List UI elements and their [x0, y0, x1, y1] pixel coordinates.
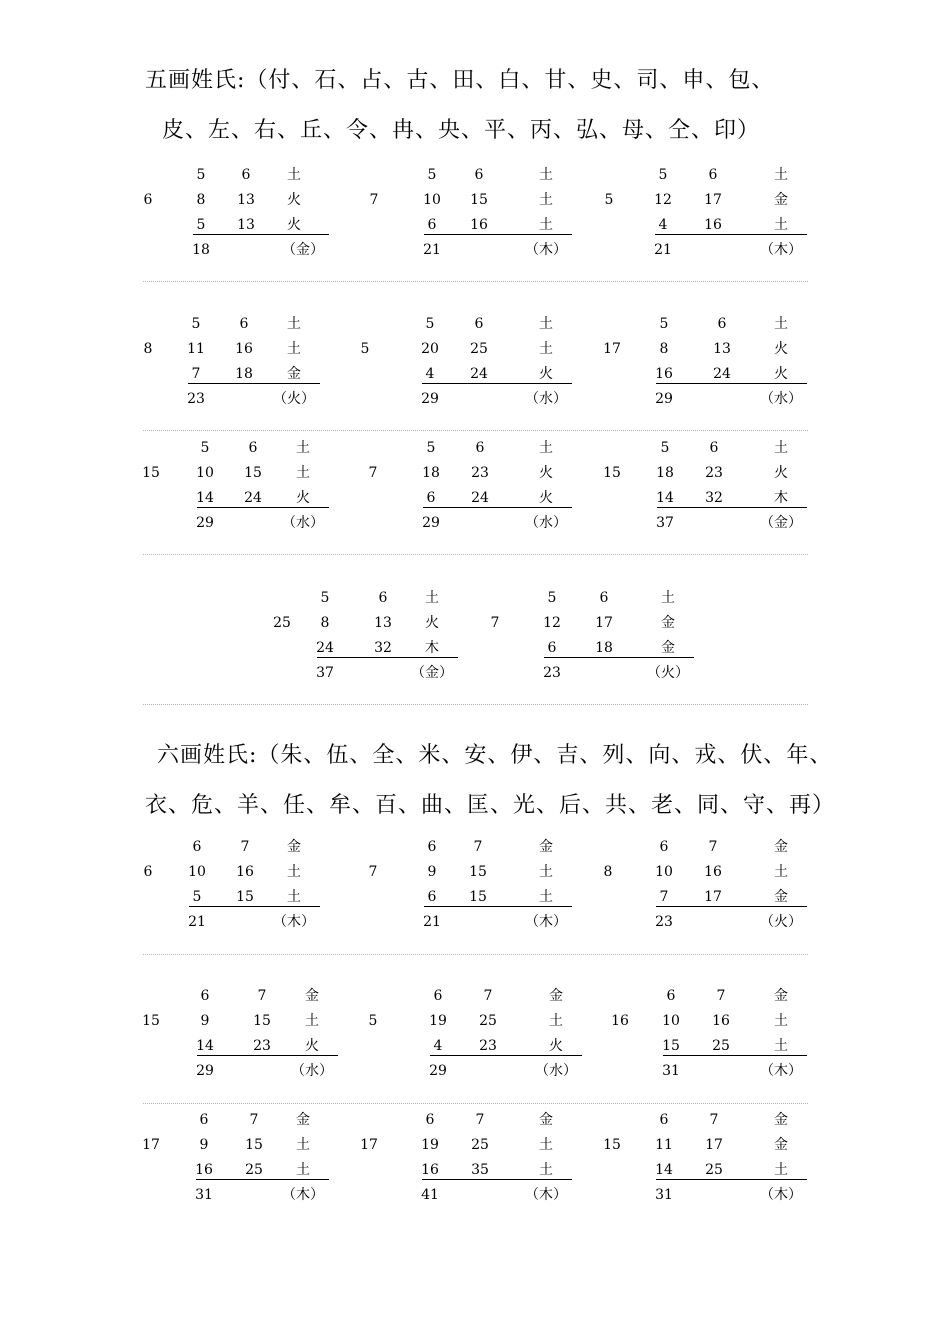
block-cell: 15	[469, 889, 487, 905]
block-cell: 9	[427, 864, 437, 880]
block-cell: 5	[200, 440, 210, 456]
block-cell: 4	[658, 217, 668, 233]
block-result: （木）	[760, 1063, 802, 1079]
block-element: 土	[296, 1137, 310, 1153]
block-cell: 9	[200, 1013, 210, 1029]
block-total: 21	[188, 914, 206, 930]
block-cell: 16	[235, 341, 253, 357]
block-cell: 16	[470, 217, 488, 233]
block-cell: 6	[474, 167, 484, 183]
block-cell: 6	[709, 440, 719, 456]
block-cell: 25	[479, 1013, 497, 1029]
block-result: （水）	[525, 391, 567, 407]
block-cell: 4	[425, 366, 435, 382]
block-element: 土	[296, 440, 310, 456]
block-cell: 6	[659, 839, 669, 855]
block-total: 29	[421, 391, 439, 407]
block-left-number: 5	[368, 1013, 378, 1029]
block-cell: 6	[425, 1112, 435, 1128]
block-result: （火）	[647, 665, 689, 681]
block-element: 土	[774, 864, 788, 880]
block-element: 土	[774, 167, 788, 183]
block-element: 金	[774, 192, 788, 208]
block-left-number: 6	[143, 864, 153, 880]
block-total: 37	[656, 515, 674, 531]
block-cell: 15	[236, 889, 254, 905]
heading-six-stroke-line2: 衣、危、羊、任、牟、百、曲、匡、光、后、共、老、同、守、再）	[145, 793, 836, 818]
block-element: 土	[287, 167, 301, 183]
block-underline	[423, 507, 572, 508]
block-left-number: 15	[142, 465, 160, 481]
separator	[143, 1103, 808, 1104]
block-result: （木）	[760, 1187, 802, 1203]
block-underline	[544, 657, 694, 658]
block-cell: 8	[659, 341, 669, 357]
block-cell: 5	[192, 889, 202, 905]
block-element: 金	[305, 988, 319, 1004]
block-left-number: 25	[273, 615, 291, 631]
block-result: （木）	[525, 914, 567, 930]
block-element: 土	[539, 1162, 553, 1178]
block-total: 21	[654, 242, 672, 258]
block-element: 火	[296, 490, 310, 506]
block-element: 土	[539, 889, 553, 905]
block-result: （水）	[525, 515, 567, 531]
block-result: （木）	[525, 242, 567, 258]
block-element: 木	[774, 490, 788, 506]
block-cell: 13	[237, 192, 255, 208]
block-total: 29	[422, 515, 440, 531]
block-cell: 14	[656, 490, 674, 506]
block-result: （水）	[291, 1063, 333, 1079]
block-cell: 6	[378, 590, 388, 606]
block-total: 41	[421, 1187, 439, 1203]
block-result: （木）	[525, 1187, 567, 1203]
block-cell: 8	[320, 615, 330, 631]
block-cell: 5	[320, 590, 330, 606]
block-result: （水）	[535, 1063, 577, 1079]
block-total: 31	[655, 1187, 673, 1203]
block-cell: 17	[704, 889, 722, 905]
block-underline	[424, 234, 572, 235]
block-underline	[663, 1055, 807, 1056]
block-underline	[197, 507, 329, 508]
block-cell: 14	[196, 1038, 214, 1054]
block-left-number: 15	[142, 1013, 160, 1029]
block-cell: 10	[188, 864, 206, 880]
block-cell: 17	[704, 192, 722, 208]
block-cell: 16	[704, 217, 722, 233]
block-total: 31	[195, 1187, 213, 1203]
block-result: （金）	[411, 665, 453, 681]
block-total: 21	[423, 914, 441, 930]
block-cell: 5	[425, 316, 435, 332]
block-cell: 32	[374, 640, 392, 656]
block-cell: 5	[427, 167, 437, 183]
block-underline	[197, 1055, 338, 1056]
block-result: （木）	[282, 1187, 324, 1203]
block-underline	[189, 906, 320, 907]
block-cell: 23	[705, 465, 723, 481]
block-result: （木）	[273, 914, 315, 930]
block-element: 土	[539, 217, 553, 233]
block-cell: 10	[662, 1013, 680, 1029]
block-element: 金	[774, 889, 788, 905]
block-element: 火	[774, 366, 788, 382]
block-cell: 7	[249, 1112, 259, 1128]
block-left-number: 7	[490, 615, 500, 631]
block-cell: 15	[253, 1013, 271, 1029]
block-cell: 18	[656, 465, 674, 481]
block-cell: 16	[655, 366, 673, 382]
block-cell: 6	[599, 590, 609, 606]
block-cell: 24	[713, 366, 731, 382]
block-cell: 15	[662, 1038, 680, 1054]
block-total: 29	[196, 515, 214, 531]
block-cell: 15	[245, 1137, 263, 1153]
block-element: 土	[287, 864, 301, 880]
block-underline	[424, 906, 572, 907]
block-element: 土	[287, 316, 301, 332]
block-cell: 10	[655, 864, 673, 880]
block-element: 火	[305, 1038, 319, 1054]
block-underline	[422, 1179, 572, 1180]
block-element: 金	[287, 839, 301, 855]
block-cell: 6	[717, 316, 727, 332]
block-cell: 5	[426, 440, 436, 456]
block-cell: 11	[187, 341, 205, 357]
block-cell: 10	[423, 192, 441, 208]
block-cell: 35	[471, 1162, 489, 1178]
block-underline	[430, 1055, 582, 1056]
block-result: （金）	[282, 242, 324, 258]
block-left-number: 8	[143, 341, 153, 357]
block-cell: 5	[660, 440, 670, 456]
block-cell: 25	[712, 1038, 730, 1054]
block-cell: 25	[470, 341, 488, 357]
block-cell: 17	[595, 615, 613, 631]
block-cell: 5	[659, 316, 669, 332]
block-element: 火	[774, 341, 788, 357]
block-cell: 32	[705, 490, 723, 506]
block-cell: 7	[473, 839, 483, 855]
block-cell: 9	[199, 1137, 209, 1153]
block-element: 金	[661, 640, 675, 656]
block-result: （木）	[760, 242, 802, 258]
separator	[143, 430, 808, 431]
block-cell: 6	[427, 839, 437, 855]
heading-five-stroke-line1: 五画姓氏:（付、石、占、古、田、白、甘、史、司、申、包、	[145, 68, 775, 93]
separator	[143, 704, 808, 705]
block-cell: 7	[257, 988, 267, 1004]
block-cell: 13	[237, 217, 255, 233]
block-cell: 16	[236, 864, 254, 880]
block-cell: 23	[471, 465, 489, 481]
block-element: 火	[539, 366, 553, 382]
block-cell: 6	[708, 167, 718, 183]
block-element: 金	[539, 839, 553, 855]
block-underline	[657, 507, 807, 508]
block-cell: 19	[429, 1013, 447, 1029]
block-cell: 13	[374, 615, 392, 631]
block-cell: 5	[191, 316, 201, 332]
block-total: 23	[543, 665, 561, 681]
heading-six-stroke-line1: 六画姓氏:（朱、伍、全、米、安、伊、吉、列、向、戎、伏、年、	[157, 743, 833, 768]
block-cell: 18	[595, 640, 613, 656]
block-total: 29	[429, 1063, 447, 1079]
block-element: 金	[774, 988, 788, 1004]
block-total: 29	[196, 1063, 214, 1079]
block-left-number: 15	[603, 1137, 621, 1153]
block-cell: 24	[316, 640, 334, 656]
block-cell: 6	[248, 440, 258, 456]
separator	[143, 554, 808, 555]
block-cell: 6	[426, 490, 436, 506]
block-left-number: 7	[368, 465, 378, 481]
block-cell: 6	[239, 316, 249, 332]
block-cell: 15	[470, 192, 488, 208]
block-cell: 24	[470, 366, 488, 382]
block-element: 金	[296, 1112, 310, 1128]
block-element: 土	[539, 440, 553, 456]
block-cell: 14	[655, 1162, 673, 1178]
block-element: 土	[539, 864, 553, 880]
block-total: 31	[662, 1063, 680, 1079]
block-element: 木	[425, 640, 439, 656]
block-cell: 25	[245, 1162, 263, 1178]
block-cell: 6	[200, 988, 210, 1004]
block-element: 土	[425, 590, 439, 606]
block-total: 18	[192, 242, 210, 258]
block-cell: 7	[475, 1112, 485, 1128]
block-element: 火	[425, 615, 439, 631]
block-element: 土	[774, 1162, 788, 1178]
block-cell: 16	[712, 1013, 730, 1029]
block-cell: 6	[427, 889, 437, 905]
block-result: （火）	[273, 391, 315, 407]
block-cell: 17	[705, 1137, 723, 1153]
block-cell: 5	[547, 590, 557, 606]
block-cell: 6	[241, 167, 251, 183]
block-cell: 15	[244, 465, 262, 481]
block-left-number: 6	[143, 192, 153, 208]
block-underline	[196, 1179, 329, 1180]
block-element: 火	[287, 217, 301, 233]
block-cell: 7	[709, 1112, 719, 1128]
block-cell: 6	[474, 316, 484, 332]
block-underline	[655, 234, 807, 235]
block-cell: 13	[713, 341, 731, 357]
block-cell: 7	[191, 366, 201, 382]
block-element: 金	[539, 1112, 553, 1128]
block-underline	[193, 234, 329, 235]
block-element: 土	[539, 341, 553, 357]
block-cell: 6	[659, 1112, 669, 1128]
block-result: （水）	[760, 391, 802, 407]
block-left-number: 8	[603, 864, 613, 880]
block-element: 金	[661, 615, 675, 631]
block-left-number: 16	[611, 1013, 629, 1029]
block-cell: 12	[654, 192, 672, 208]
block-cell: 5	[658, 167, 668, 183]
block-element: 火	[549, 1038, 563, 1054]
block-cell: 6	[199, 1112, 209, 1128]
block-element: 金	[549, 988, 563, 1004]
block-cell: 15	[469, 864, 487, 880]
block-underline	[317, 657, 458, 658]
block-element: 火	[287, 192, 301, 208]
block-cell: 8	[196, 192, 206, 208]
block-element: 土	[539, 192, 553, 208]
block-underline	[422, 383, 572, 384]
block-total: 23	[187, 391, 205, 407]
block-left-number: 17	[603, 341, 621, 357]
block-cell: 12	[543, 615, 561, 631]
block-element: 土	[774, 440, 788, 456]
block-cell: 6	[475, 440, 485, 456]
heading-five-stroke-line2: 皮、左、右、丘、令、冉、央、平、丙、弘、母、仝、印）	[162, 118, 761, 143]
block-cell: 23	[253, 1038, 271, 1054]
block-cell: 6	[427, 217, 437, 233]
block-element: 土	[549, 1013, 563, 1029]
block-cell: 6	[547, 640, 557, 656]
block-cell: 6	[433, 988, 443, 1004]
block-cell: 24	[471, 490, 489, 506]
block-cell: 7	[240, 839, 250, 855]
block-cell: 18	[422, 465, 440, 481]
block-left-number: 5	[360, 341, 370, 357]
block-element: 金	[774, 839, 788, 855]
block-cell: 7	[483, 988, 493, 1004]
block-element: 土	[539, 167, 553, 183]
block-element: 土	[539, 1137, 553, 1153]
block-cell: 25	[705, 1162, 723, 1178]
block-left-number: 15	[603, 465, 621, 481]
block-element: 土	[774, 1038, 788, 1054]
block-cell: 5	[196, 217, 206, 233]
block-left-number: 5	[604, 192, 614, 208]
block-cell: 7	[716, 988, 726, 1004]
block-left-number: 7	[368, 864, 378, 880]
block-cell: 7	[708, 839, 718, 855]
block-left-number: 17	[142, 1137, 160, 1153]
block-cell: 25	[471, 1137, 489, 1153]
block-cell: 7	[659, 889, 669, 905]
block-cell: 20	[421, 341, 439, 357]
block-cell: 6	[192, 839, 202, 855]
block-cell: 16	[704, 864, 722, 880]
block-element: 金	[774, 1112, 788, 1128]
block-cell: 24	[244, 490, 262, 506]
block-cell: 14	[196, 490, 214, 506]
block-cell: 16	[421, 1162, 439, 1178]
block-cell: 23	[479, 1038, 497, 1054]
block-element: 金	[287, 366, 301, 382]
block-cell: 4	[433, 1038, 443, 1054]
block-cell: 11	[655, 1137, 673, 1153]
block-underline	[656, 383, 807, 384]
block-element: 火	[539, 465, 553, 481]
block-element: 土	[661, 590, 675, 606]
block-cell: 18	[235, 366, 253, 382]
block-total: 37	[316, 665, 334, 681]
block-element: 土	[287, 889, 301, 905]
block-result: （水）	[282, 515, 324, 531]
separator	[143, 954, 808, 955]
block-element: 土	[774, 217, 788, 233]
block-element: 火	[774, 465, 788, 481]
block-cell: 19	[421, 1137, 439, 1153]
block-cell: 16	[195, 1162, 213, 1178]
block-element: 金	[774, 1137, 788, 1153]
block-element: 土	[296, 465, 310, 481]
block-cell: 6	[666, 988, 676, 1004]
block-result: （火）	[760, 914, 802, 930]
block-cell: 5	[196, 167, 206, 183]
block-element: 土	[305, 1013, 319, 1029]
block-total: 21	[423, 242, 441, 258]
separator	[143, 281, 808, 282]
block-underline	[188, 383, 320, 384]
block-total: 29	[655, 391, 673, 407]
block-element: 火	[539, 490, 553, 506]
block-left-number: 7	[369, 192, 379, 208]
block-underline	[656, 1179, 807, 1180]
block-element: 土	[774, 316, 788, 332]
block-total: 23	[655, 914, 673, 930]
block-element: 土	[774, 1013, 788, 1029]
block-element: 土	[287, 341, 301, 357]
block-underline	[656, 906, 807, 907]
block-element: 土	[539, 316, 553, 332]
block-cell: 10	[196, 465, 214, 481]
block-element: 土	[296, 1162, 310, 1178]
block-left-number: 17	[360, 1137, 378, 1153]
block-result: （金）	[760, 515, 802, 531]
